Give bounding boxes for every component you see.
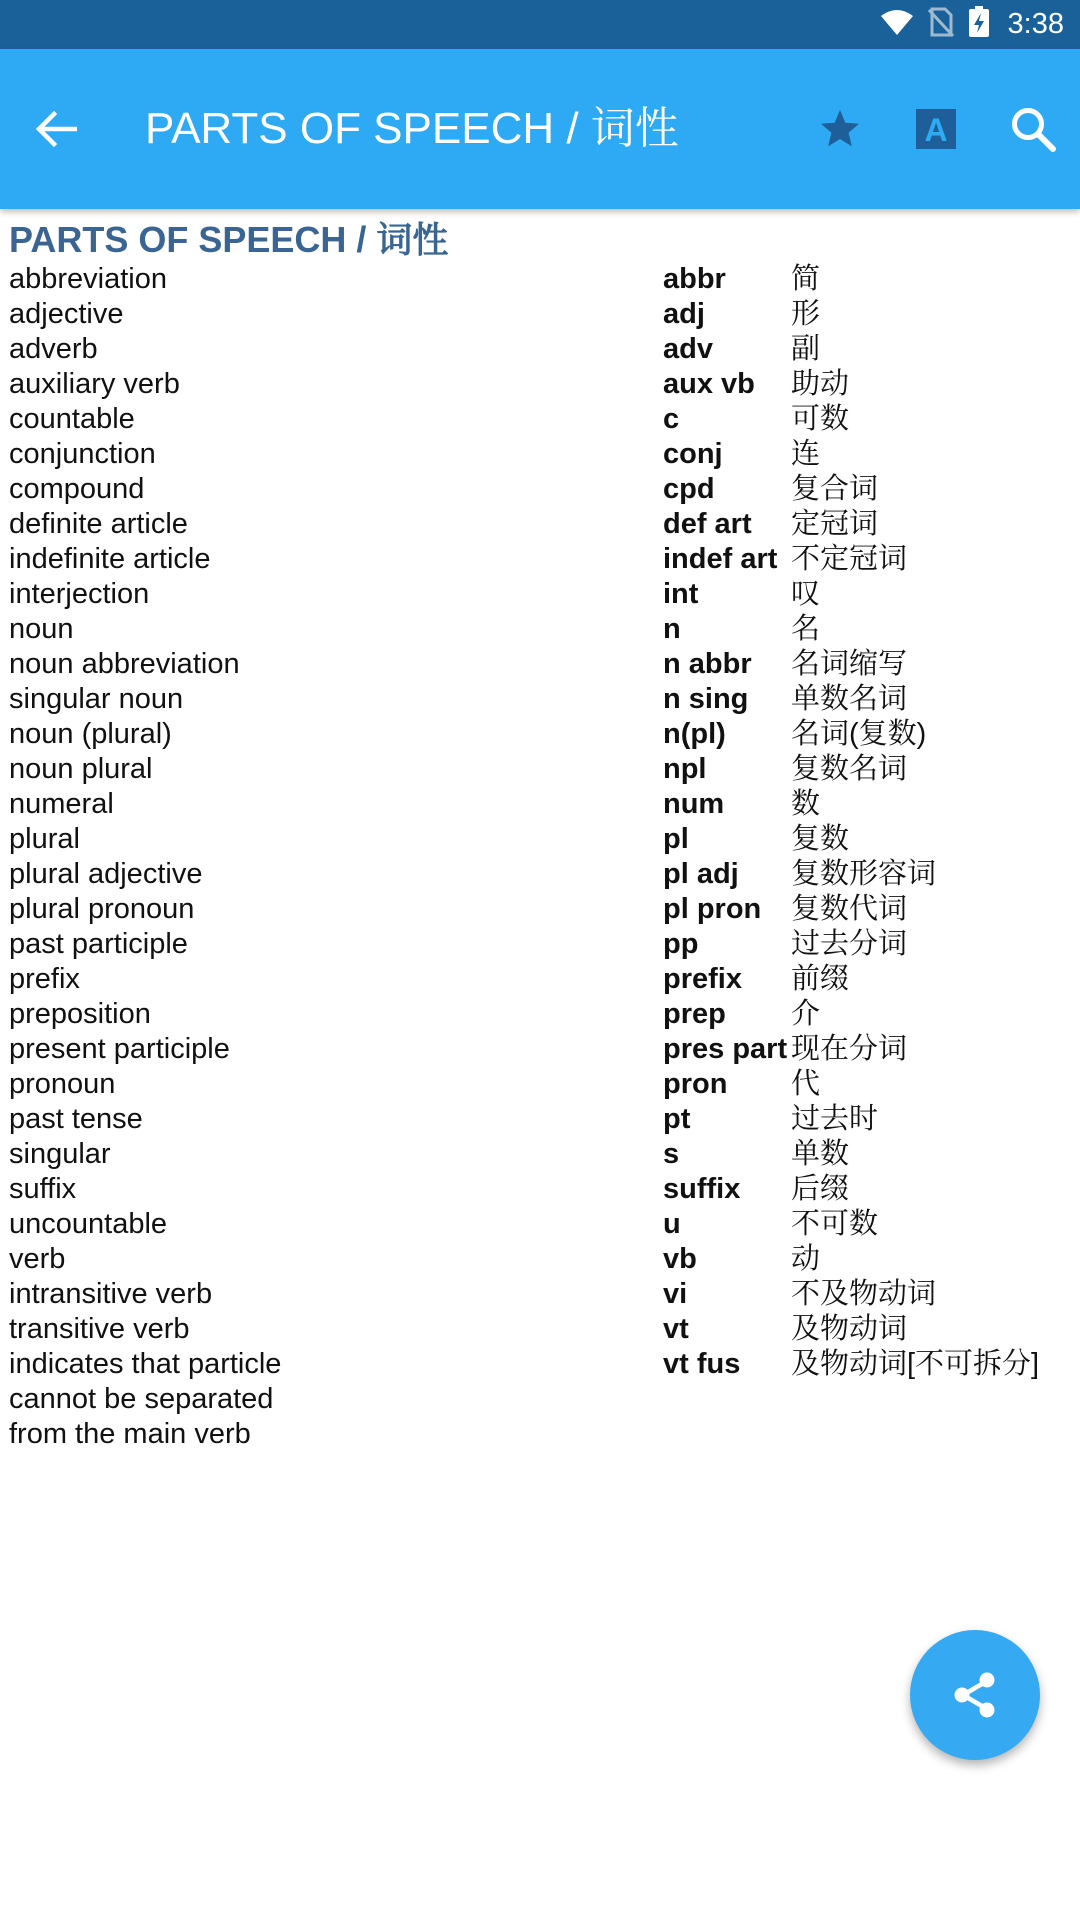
term-cell: auxiliary verb xyxy=(9,368,180,400)
chinese-cell: 助动 xyxy=(791,368,850,400)
table-row xyxy=(9,752,1039,787)
abbreviation-cell: def art xyxy=(663,508,752,540)
table-body xyxy=(9,262,1039,1452)
table-row xyxy=(9,1277,1039,1312)
chinese-cell: 代 xyxy=(791,1068,821,1100)
table-row xyxy=(9,857,1039,892)
section-heading: PARTS OF SPEECH / 词性 xyxy=(9,219,449,260)
chinese-cell: 名词(复数) xyxy=(791,718,927,750)
chinese-cell: 现在分词 xyxy=(791,1033,908,1065)
term-cell: noun (plural) xyxy=(9,718,172,750)
share-icon xyxy=(947,1667,1003,1723)
abbreviation-cell: pt xyxy=(663,1103,691,1135)
search-icon xyxy=(1009,105,1057,153)
term-cell: compound xyxy=(9,473,145,505)
term-cell: indefinite article xyxy=(9,543,211,575)
chinese-cell: 单数名词 xyxy=(791,683,908,715)
table-row xyxy=(9,647,1039,682)
page-title: PARTS OF SPEECH / 词性 xyxy=(145,104,679,153)
status-icons xyxy=(880,0,1064,49)
term-cell: plural xyxy=(9,823,80,855)
table-row xyxy=(9,437,1039,472)
chinese-cell: 名词缩写 xyxy=(791,648,908,680)
term-cell: numeral xyxy=(9,788,114,820)
abbreviation-cell: vb xyxy=(663,1243,697,1275)
table-row xyxy=(9,962,1039,997)
term-cell: definite article xyxy=(9,508,188,540)
term-cell: suffix xyxy=(9,1173,77,1205)
battery-charging-icon xyxy=(968,6,990,43)
term-cell: pronoun xyxy=(9,1068,116,1100)
term-cell: intransitive verb xyxy=(9,1278,213,1310)
abbreviation-cell: n abbr xyxy=(663,648,752,680)
chinese-cell: 不及物动词 xyxy=(791,1278,937,1310)
table-row xyxy=(9,1067,1039,1102)
table-row xyxy=(9,472,1039,507)
term-cell: interjection xyxy=(9,578,150,610)
parts-of-speech-table xyxy=(9,262,1039,1452)
share-button[interactable] xyxy=(910,1630,1040,1760)
favorite-button[interactable] xyxy=(806,95,874,163)
app-bar xyxy=(0,49,1080,209)
table-row xyxy=(9,402,1039,437)
table-row xyxy=(9,1347,1039,1452)
term-cell: singular noun xyxy=(9,683,184,715)
chinese-cell: 复数形容词 xyxy=(791,858,937,890)
abbreviation-cell: suffix xyxy=(663,1173,741,1205)
font-size-button[interactable] xyxy=(902,95,970,163)
term-cell: present participle xyxy=(9,1033,230,1065)
chinese-cell: 不定冠词 xyxy=(791,543,908,575)
term-cell: plural pronoun xyxy=(9,893,195,925)
term-cell: noun abbreviation xyxy=(9,648,240,680)
table-row xyxy=(9,1137,1039,1172)
table-row xyxy=(9,612,1039,647)
chinese-cell: 及物动词[不可拆分] xyxy=(791,1348,1040,1380)
content-area xyxy=(9,218,1071,1452)
search-button[interactable] xyxy=(999,95,1067,163)
table-row xyxy=(9,787,1039,822)
abbreviation-cell: vt xyxy=(663,1313,689,1345)
table-row xyxy=(9,1312,1039,1347)
abbreviation-cell: adj xyxy=(663,298,705,330)
chinese-cell: 名 xyxy=(791,613,821,645)
abbreviation-cell: pp xyxy=(663,928,699,960)
term-cell: noun xyxy=(9,613,74,645)
table-row xyxy=(9,1242,1039,1277)
term-cell: preposition xyxy=(9,998,151,1030)
abbreviation-cell: pl adj xyxy=(663,858,739,890)
abbreviation-cell: n(pl) xyxy=(663,718,726,750)
term-cell: plural adjective xyxy=(9,858,203,890)
table-row xyxy=(9,717,1039,752)
abbreviation-cell: conj xyxy=(663,438,723,470)
term-cell: adverb xyxy=(9,333,98,365)
table-row xyxy=(9,1032,1039,1067)
table-row xyxy=(9,507,1039,542)
table-row xyxy=(9,927,1039,962)
abbreviation-cell: pl pron xyxy=(663,893,762,925)
table-row xyxy=(9,997,1039,1032)
term-cell: past participle xyxy=(9,928,188,960)
abbreviation-cell: indef art xyxy=(663,543,778,575)
term-cell: adjective xyxy=(9,298,124,330)
term-cell: noun plural xyxy=(9,753,153,785)
abbreviation-cell: abbr xyxy=(663,263,726,295)
chinese-cell: 前缀 xyxy=(791,963,850,995)
chinese-cell: 复合词 xyxy=(791,473,879,505)
table-row xyxy=(9,822,1039,857)
term-cell: past tense xyxy=(9,1103,143,1135)
term-cell: verb xyxy=(9,1243,66,1275)
abbreviation-cell: pl xyxy=(663,823,689,855)
term-line: cannot be separated xyxy=(9,1383,274,1415)
table-row xyxy=(9,1207,1039,1242)
table-row xyxy=(9,262,1039,297)
term-cell: uncountable xyxy=(9,1208,168,1240)
table-row xyxy=(9,1102,1039,1137)
abbreviation-cell: n sing xyxy=(663,683,749,715)
font-icon xyxy=(916,109,956,149)
status-time: 3:38 xyxy=(1007,8,1064,40)
star-icon xyxy=(818,108,862,150)
abbreviation-cell: int xyxy=(663,578,699,610)
chinese-cell: 复数名词 xyxy=(791,753,908,785)
abbreviation-cell: prefix xyxy=(663,963,742,995)
abbreviation-cell: s xyxy=(663,1138,680,1170)
wifi-icon xyxy=(880,8,914,41)
abbreviation-cell: pron xyxy=(663,1068,728,1100)
chinese-cell: 形 xyxy=(791,298,821,330)
table-row xyxy=(9,1172,1039,1207)
table-row xyxy=(9,332,1039,367)
chinese-cell: 过去时 xyxy=(791,1103,879,1135)
abbreviation-cell: npl xyxy=(663,753,707,785)
term-cell: prefix xyxy=(9,963,80,995)
table-row xyxy=(9,682,1039,717)
chinese-cell: 连 xyxy=(791,438,821,470)
chinese-cell: 叹 xyxy=(791,578,821,610)
chinese-cell: 后缀 xyxy=(791,1173,850,1205)
arrow-back-icon xyxy=(35,111,77,147)
abbreviation-cell: vt fus xyxy=(663,1348,741,1380)
status-bar xyxy=(0,0,1080,49)
abbreviation-cell: prep xyxy=(663,998,726,1030)
table-row xyxy=(9,542,1039,577)
chinese-cell: 数 xyxy=(791,788,821,820)
term-cell: countable xyxy=(9,403,135,435)
chinese-cell: 复数代词 xyxy=(791,893,908,925)
font-icon-letter: A xyxy=(924,112,948,148)
chinese-cell: 定冠词 xyxy=(791,508,879,540)
term-cell: transitive verb xyxy=(9,1313,190,1345)
chinese-cell: 不可数 xyxy=(791,1208,879,1240)
term-cell: abbreviation xyxy=(9,263,167,295)
chinese-cell: 单数 xyxy=(791,1138,850,1170)
term-cell xyxy=(9,1347,663,1452)
abbreviation-cell: n xyxy=(663,613,681,645)
term-cell: conjunction xyxy=(9,438,156,470)
abbreviation-cell: adv xyxy=(663,333,713,365)
no-sim-icon xyxy=(928,7,954,42)
term-cell: singular xyxy=(9,1138,111,1170)
table-row xyxy=(9,367,1039,402)
abbreviation-cell: u xyxy=(663,1208,681,1240)
chinese-cell: 动 xyxy=(791,1243,821,1275)
chinese-cell: 简 xyxy=(791,263,821,295)
abbreviation-cell: aux vb xyxy=(663,368,755,400)
table-row xyxy=(9,577,1039,612)
chinese-cell: 副 xyxy=(791,333,821,365)
abbreviation-cell: cpd xyxy=(663,473,715,505)
chinese-cell: 介 xyxy=(791,998,821,1030)
abbreviation-cell: num xyxy=(663,788,725,820)
term-line: from the main verb xyxy=(9,1418,251,1450)
table-row xyxy=(9,892,1039,927)
abbreviation-cell: c xyxy=(663,403,680,435)
abbreviation-cell: pres part xyxy=(663,1033,788,1065)
term-line: indicates that particle xyxy=(9,1348,282,1380)
chinese-cell: 可数 xyxy=(791,403,850,435)
chinese-cell: 过去分词 xyxy=(791,928,908,960)
abbreviation-cell: vi xyxy=(663,1278,688,1310)
table-row xyxy=(9,297,1039,332)
chinese-cell: 及物动词 xyxy=(791,1313,908,1345)
chinese-cell: 复数 xyxy=(791,823,850,855)
back-button[interactable] xyxy=(22,95,90,163)
